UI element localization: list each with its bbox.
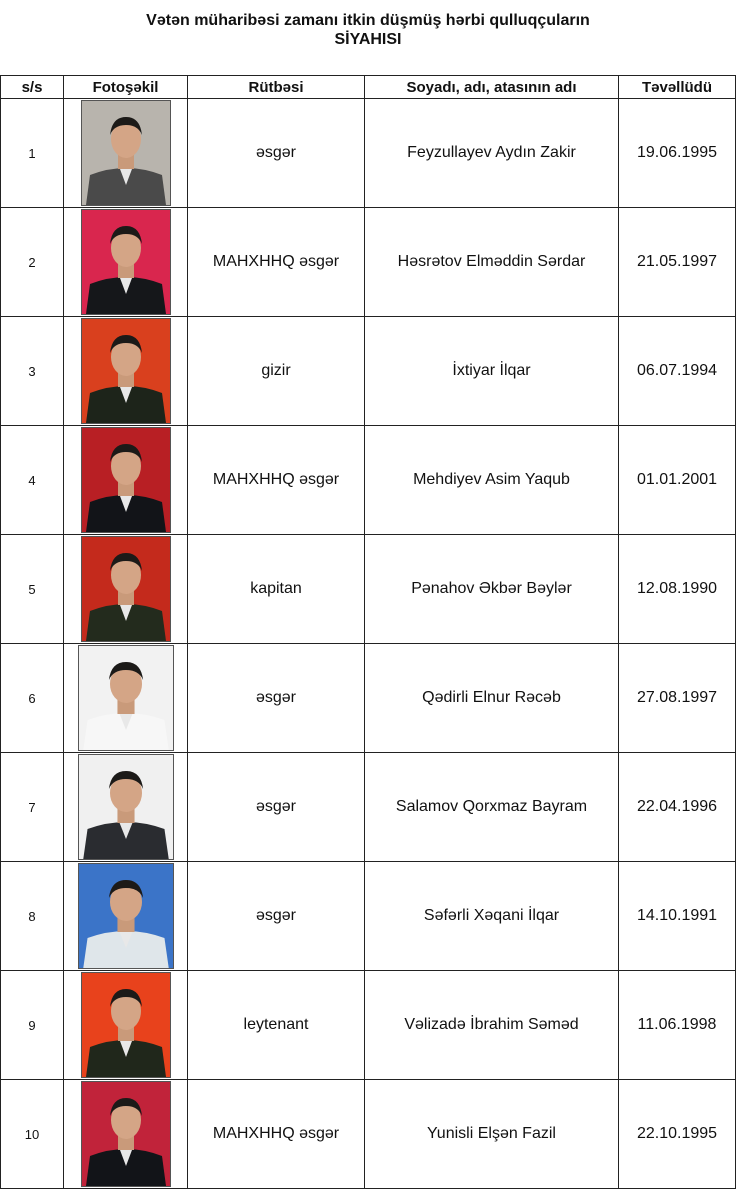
personnel-table [0,75,736,1189]
rank-cell: leytenant [188,971,365,1080]
birth-date-cell: 22.04.1996 [619,753,736,862]
rank-cell: əsgər [188,644,365,753]
full-name-cell: Vəlizadə İbrahim Səməd [365,971,619,1080]
rank-cell: MAHXHHQ əsgər [188,208,365,317]
row-number: 10 [1,1080,64,1189]
table-row [1,317,736,426]
photo-cell [64,426,188,535]
row-number: 9 [1,971,64,1080]
photo-cell [64,862,188,971]
portrait-photo [78,754,174,860]
portrait-photo [78,645,174,751]
row-number: 8 [1,862,64,971]
portrait-photo [81,427,171,533]
birth-date-cell: 01.01.2001 [619,426,736,535]
header-number: s/s [1,76,64,99]
photo-cell [64,535,188,644]
row-number: 4 [1,426,64,535]
birth-date-cell: 19.06.1995 [619,99,736,208]
table-row [1,971,736,1080]
rank-cell: əsgər [188,753,365,862]
header-rank: Rütbəsi [188,76,365,99]
portrait-photo [81,536,171,642]
photo-cell [64,99,188,208]
rank-cell: əsgər [188,862,365,971]
birth-date-cell: 06.07.1994 [619,317,736,426]
table-row [1,862,736,971]
full-name-cell: Yunisli Elşən Fazil [365,1080,619,1189]
photo-cell [64,317,188,426]
birth-date-cell: 27.08.1997 [619,644,736,753]
rank-cell: MAHXHHQ əsgər [188,426,365,535]
document-title [0,11,736,49]
rank-cell: gizir [188,317,365,426]
row-number: 1 [1,99,64,208]
title-line-1: Vətən müharibəsi zamanı itkin düşmüş hərbi qulluqçuların [146,12,590,29]
birth-date-cell: 22.10.1995 [619,1080,736,1189]
photo-cell [64,971,188,1080]
full-name-cell: Feyzullayev Aydın Zakir [365,99,619,208]
photo-cell [64,753,188,862]
rank-cell: əsgər [188,99,365,208]
row-number: 6 [1,644,64,753]
table-row [1,1080,736,1189]
birth-date-cell: 11.06.1998 [619,971,736,1080]
photo-cell [64,644,188,753]
header-row [1,76,736,99]
row-number: 7 [1,753,64,862]
table-row [1,208,736,317]
portrait-photo [78,863,174,969]
full-name-cell: Salamov Qorxmaz Bayram [365,753,619,862]
row-number: 3 [1,317,64,426]
full-name-cell: Mehdiyev Asim Yaqub [365,426,619,535]
birth-date-cell: 12.08.1990 [619,535,736,644]
portrait-photo [81,972,171,1078]
rank-cell: kapitan [188,535,365,644]
rank-cell: MAHXHHQ əsgər [188,1080,365,1189]
table-row [1,535,736,644]
full-name-cell: İxtiyar İlqar [365,317,619,426]
table-row [1,644,736,753]
title-line-2: SİYAHISI [334,31,402,48]
full-name-cell: Qədirli Elnur Rəcəb [365,644,619,753]
row-number: 5 [1,535,64,644]
portrait-photo [81,1081,171,1187]
portrait-photo [81,100,171,206]
header-birth-date: Təvəllüdü [619,76,736,99]
header-full-name: Soyadı, adı, atasının adı [365,76,619,99]
full-name-cell: Həsrətov Elməddin Sərdar [365,208,619,317]
full-name-cell: Pənahov Əkbər Bəylər [365,535,619,644]
table-row [1,753,736,862]
photo-cell [64,1080,188,1189]
table-row [1,99,736,208]
row-number: 2 [1,208,64,317]
birth-date-cell: 21.05.1997 [619,208,736,317]
photo-cell [64,208,188,317]
header-photo: Fotoşəkil [64,76,188,99]
birth-date-cell: 14.10.1991 [619,862,736,971]
table-row [1,426,736,535]
full-name-cell: Səfərli Xəqani İlqar [365,862,619,971]
portrait-photo [81,318,171,424]
portrait-photo [81,209,171,315]
